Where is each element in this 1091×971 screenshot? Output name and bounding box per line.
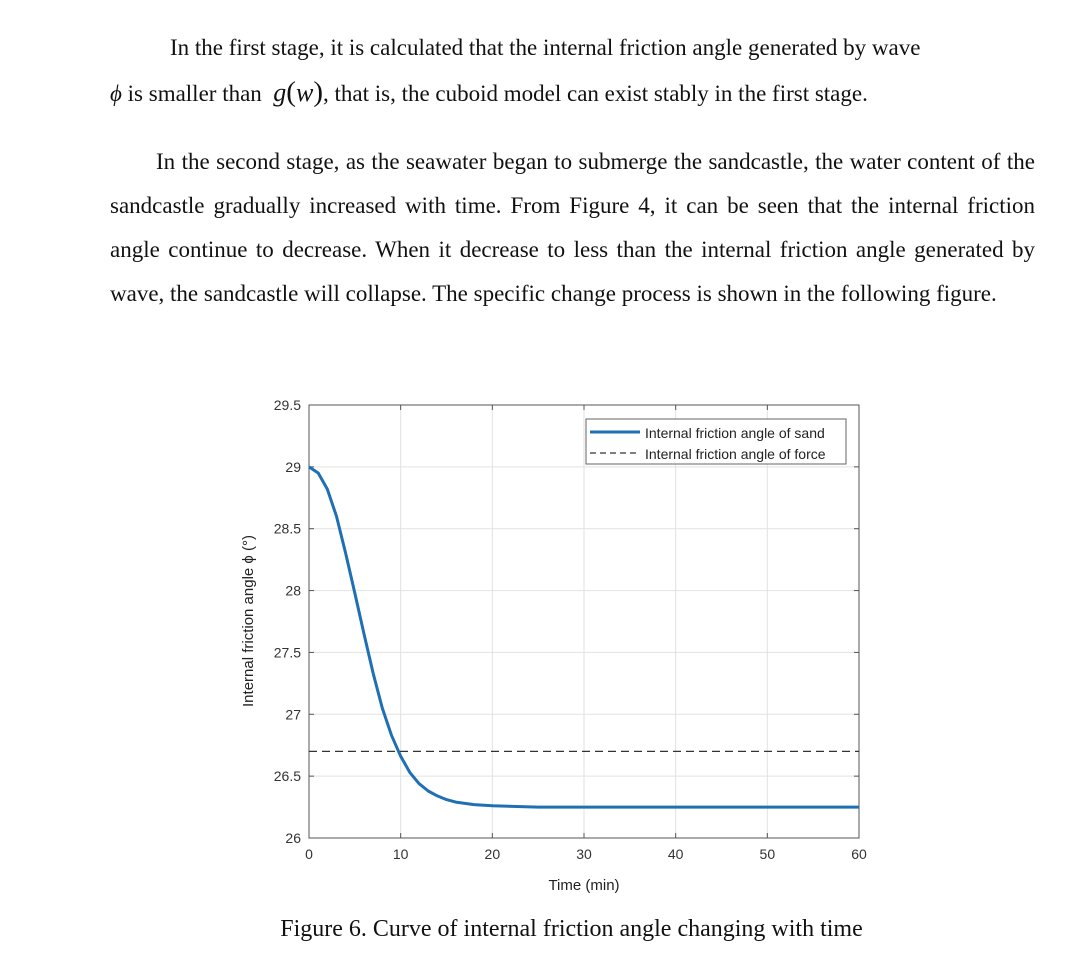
paragraph-2-text: In the second stage, as the seawater began to submerge the sandcastle, the water content of the sandcastle gradually increased with time. From Figure 4, it can be seen that the internal friction angle continue to decrease. When it decrease to less than the internal friction angle generated by wave, the sandcastle will collapse. The specific change process is shown in the following figure. bbox=[110, 149, 1035, 306]
x-tick-label: 30 bbox=[576, 846, 592, 862]
figure-caption: Figure 6. Curve of internal friction angle changing with time bbox=[280, 916, 863, 942]
y-tick-label: 27 bbox=[285, 706, 301, 723]
x-tick-label: 40 bbox=[667, 846, 684, 862]
math-g: g bbox=[273, 78, 287, 107]
paragraph-1-end-text: , that is, the cuboid model can exist stably in the first stage. bbox=[322, 81, 868, 106]
y-tick-label: 28.5 bbox=[273, 520, 301, 537]
x-tick-label: 50 bbox=[759, 846, 776, 862]
x-tick-label: 20 bbox=[484, 846, 501, 862]
y-tick-label: 29 bbox=[285, 458, 301, 475]
y-tick-label: 26 bbox=[285, 830, 301, 846]
legend-label-sand: Internal friction angle of sand bbox=[645, 425, 825, 441]
chart-grid bbox=[309, 405, 859, 838]
phi-symbol: ϕ bbox=[110, 81, 122, 106]
x-tick-label: 60 bbox=[851, 846, 867, 862]
paragraph-1-line-1: In the first stage, it is calculated that the internal friction angle generated by wave bbox=[170, 35, 921, 60]
math-open-paren: ( bbox=[286, 76, 296, 108]
chart-legend bbox=[586, 419, 846, 464]
x-tick-label: 0 bbox=[305, 846, 313, 862]
y-tick-label: 29.5 bbox=[273, 397, 301, 413]
math-close-paren: ) bbox=[313, 76, 323, 108]
x-axis-label: Time (min) bbox=[548, 877, 620, 894]
x-tick-label: 10 bbox=[392, 846, 409, 862]
y-tick-label: 27.5 bbox=[273, 644, 301, 661]
y-tick-label: 26.5 bbox=[273, 768, 301, 785]
math-w: w bbox=[295, 78, 314, 107]
y-tick-label: 28 bbox=[285, 582, 301, 599]
y-axis-label: Internal friction angle ϕ (°) bbox=[240, 535, 257, 707]
legend-label-force: Internal friction angle of force bbox=[645, 446, 826, 462]
paragraph-1-mid-text: is smaller than bbox=[121, 81, 268, 106]
